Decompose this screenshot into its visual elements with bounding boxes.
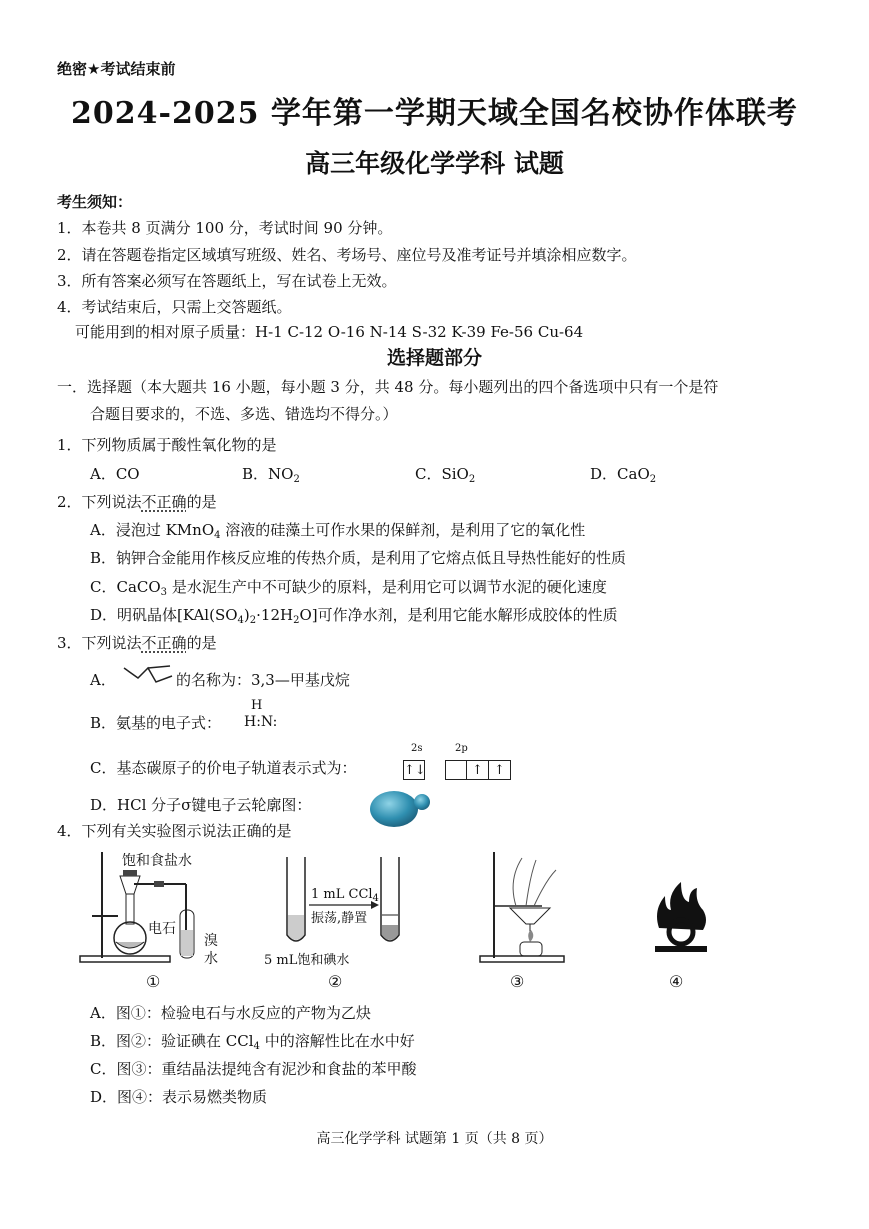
q2-option-a: A．浸泡过 KMnO$_4$ 溶液的硅藻土可作水果的保鲜剂，是利用了它的氧化性 xyxy=(90,521,586,541)
q3-option-a-text: 的名称为：3,3—甲基戊烷 xyxy=(176,671,350,689)
q3-option-c: C．基态碳原子的价电子轨道表示式为： xyxy=(90,759,357,777)
orbital-2p-label: 2p xyxy=(455,743,468,754)
q3-option-b: B．氨基的电子式： xyxy=(90,714,222,732)
amino-formula-top: H xyxy=(251,698,263,713)
q1-option-d: D．CaO$_2$ xyxy=(590,465,657,485)
fig2-label-shake: 振荡,静置 xyxy=(311,911,368,926)
skeletal-structure-icon xyxy=(122,664,174,690)
fig1-label-bromine: 溴 xyxy=(204,933,218,949)
extraction-figure xyxy=(285,855,405,950)
fig-number-4: ④ xyxy=(669,972,684,991)
q4-option-c: C．图③：重结晶法提纯含有泥沙和食盐的苯甲酸 xyxy=(90,1060,417,1078)
q4-option-b: B．图②：验证碘在 CCl$_4$ 中的溶解性比在水中好 xyxy=(90,1032,415,1052)
amino-formula: H:N: xyxy=(244,714,278,730)
recrystallization-figure xyxy=(478,850,568,965)
q2-option-c: C．CaCO$_3$ 是水泥生产中不可缺少的原料，是利用它可以调节水泥的硬化速度 xyxy=(90,578,607,598)
q1-option-c: C．SiO$_2$ xyxy=(415,465,476,485)
fig1-label-water: 水 xyxy=(204,951,218,967)
part1-instruction-cont: 合题目要求的，不选、多选、错选均不得分。） xyxy=(90,405,398,423)
orbital-2p-box: ↑ xyxy=(489,760,511,780)
q1-stem: 1．下列物质属于酸性氧化物的是 xyxy=(57,436,277,454)
emphasis-not-correct: 不正确 xyxy=(141,493,187,511)
fig-number-2: ② xyxy=(328,972,343,991)
q3-stem: 3．下列说法不正确的是 xyxy=(57,634,217,652)
q3-option-a-label: A． xyxy=(90,671,116,689)
q4-stem: 4．下列有关实验图示说法正确的是 xyxy=(57,822,292,840)
q1-option-b: B．$NO_2$ xyxy=(242,465,300,485)
q2-option-b: B．钠钾合金能用作核反应堆的传热介质，是利用了它熔点低且导热性能好的性质 xyxy=(90,549,627,567)
q4-option-a: A．图①：检验电石与水反应的产物为乙炔 xyxy=(90,1004,371,1022)
notice-item: 4．考试结束后，只需上交答题纸。 xyxy=(57,298,292,316)
section-title: 选择题部分 xyxy=(386,347,482,369)
exam-subtitle: 高三年级化学学科 试题 xyxy=(305,149,564,178)
notice-item: 1．本卷共 8 页满分 100 分，考试时间 90 分钟。 xyxy=(57,219,393,237)
fig1-label-carbide: 电石 xyxy=(148,921,176,937)
atomic-mass-line: 可能用到的相对原子质量：H-1 C-12 O-16 N-14 S-32 K-39 Fe-56 Cu-64 xyxy=(75,323,584,341)
q3-option-d: D．HCl 分子σ键电子云轮廓图： xyxy=(90,796,312,814)
emphasis-not-correct: 不正确 xyxy=(141,634,187,652)
q2-option-d: D．明矾晶体$[KAl(SO_4)_2\cdot 12H_2O]$可作净水剂，是利用它能水解形成胶体的性质 xyxy=(90,606,618,626)
q1-option-a: A．CO xyxy=(90,465,140,483)
fig-number-3: ③ xyxy=(510,972,525,991)
confidential-mark: 绝密★考试结束前 xyxy=(57,60,176,78)
q2-stem: 2．下列说法不正确的是 xyxy=(57,493,217,511)
notice-item: 2．请在答题卷指定区域填写班级、姓名、考场号、座位号及准考证号并填涂相应数字。 xyxy=(57,246,637,264)
sigma-bond-cloud-icon xyxy=(366,788,436,830)
orbital-2p-box xyxy=(445,760,467,780)
exam-title: 2024-2025 学年第一学期天域全国名校协作体联考 xyxy=(71,96,798,131)
orbital-2p-box: ↑ xyxy=(467,760,489,780)
fig2-label-ccl4: 1 mL CCl$_4$ xyxy=(311,887,379,904)
orbital-diagram xyxy=(403,759,511,780)
part1-instruction: 一．选择题（本大题共 16 小题，每小题 3 分，共 48 分。每小题列出的四个备选项中只有一个是符 xyxy=(57,378,719,396)
orbital-2s-box: ↑↓ xyxy=(403,760,425,780)
fig2-label-iodine: 5 mL饱和碘水 xyxy=(264,953,350,968)
q4-option-d: D．图④：表示易燃类物质 xyxy=(90,1088,268,1106)
flammable-hazard-icon xyxy=(651,880,711,955)
fig-number-1: ① xyxy=(146,972,161,991)
page-footer: 高三化学学科 试题第 1 页（共 8 页） xyxy=(316,1131,553,1147)
orbital-2s-label: 2s xyxy=(411,743,423,754)
notice-item: 3．所有答案必须写在答题纸上，写在试卷上无效。 xyxy=(57,272,397,290)
fig1-label-saline: 饱和食盐水 xyxy=(122,853,192,869)
notice-heading: 考生须知： xyxy=(57,193,133,211)
